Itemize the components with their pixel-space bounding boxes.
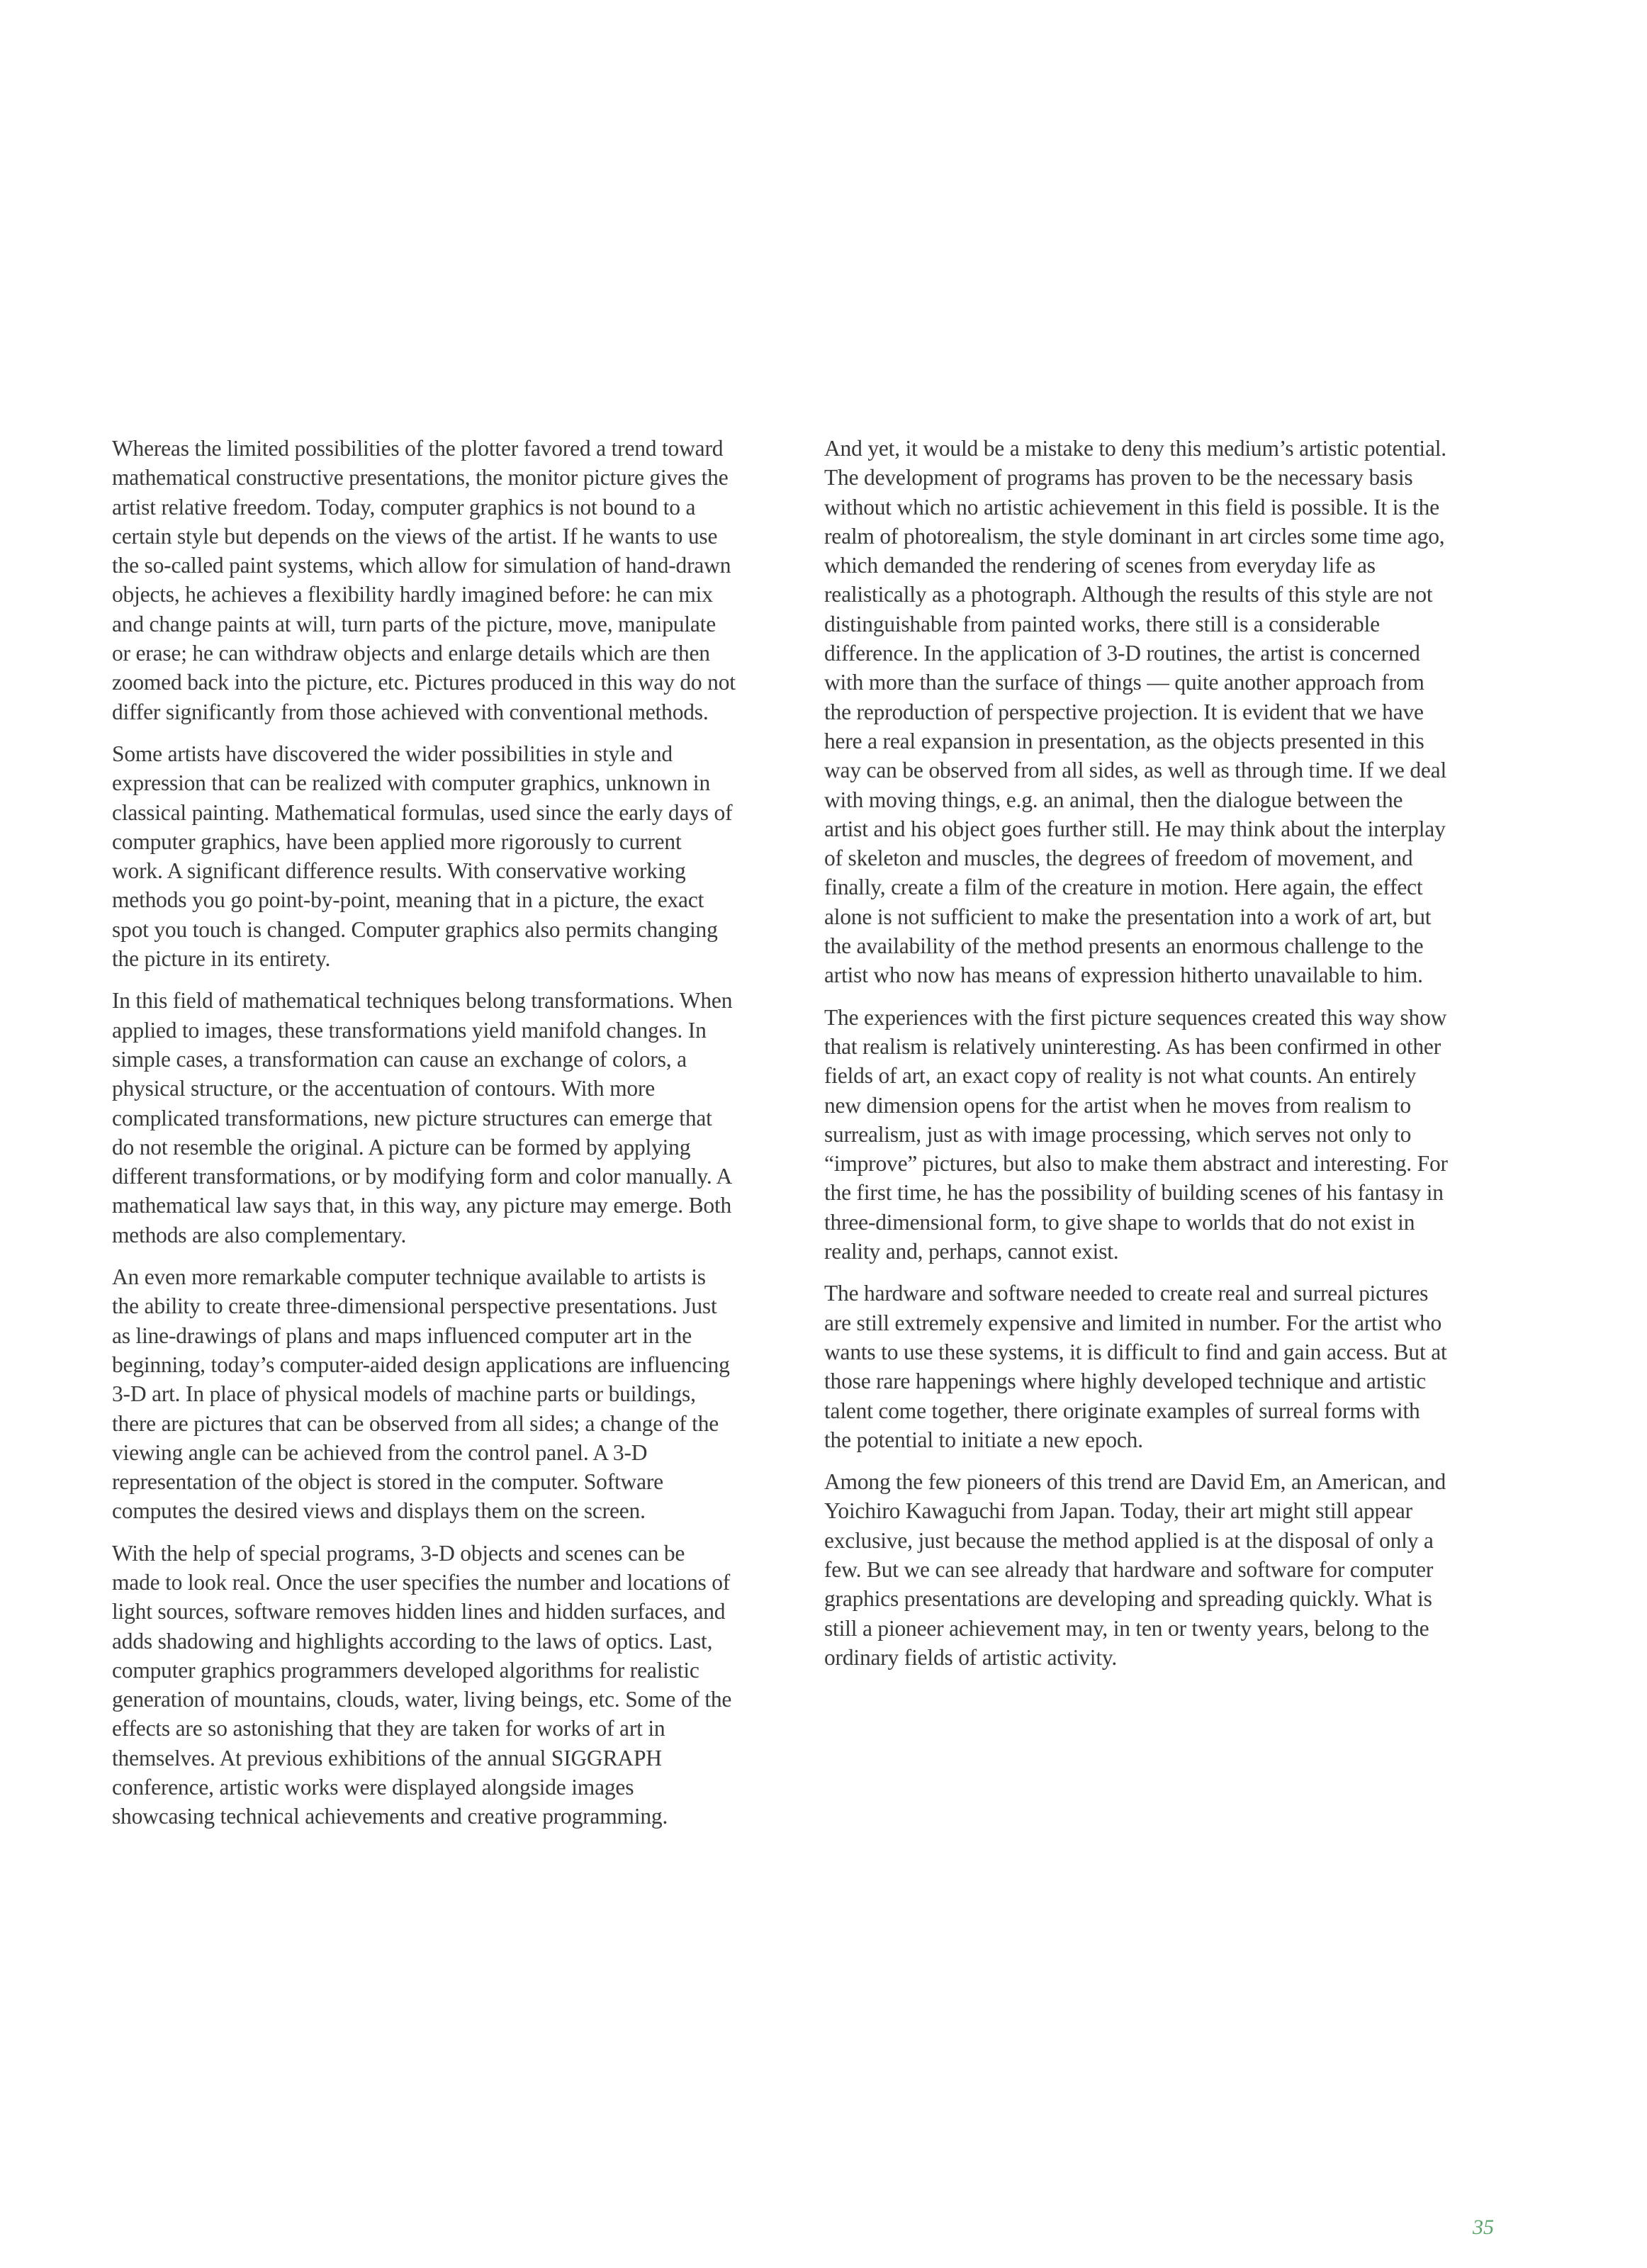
paragraph: Some artists have discovered the wider possibilities in style and expression that can be realized with computer graphics, unknown in classical painting. Mathematical formulas, used since the early days of computer graphics, have been applied more rigorously to current work. A significant difference results. With conservative working methods you go point-by-point, meaning that in a picture, the exact spot you touch is changed. Computer graphics also permits changing the picture in its entirety. [112,741,733,972]
right-column [824,434,1448,1685]
left-column [112,434,736,1844]
paragraph: In this field of mathematical techniques belong transformations. When applied to images, these transformations yield manifold changes. In simple cases, a transformation can cause an exchange of colors, a physical structure, or the accentuation of contours. With more complicated transformations, new picture structures can emerge that do not resemble the original. A picture can be formed by applying different transformations, or by modifying form and color manually. A mathematical law says that, in this way, any picture may emerge. Both methods are also complementary. [112,988,733,1247]
page-number: 35 [1473,2216,1494,2239]
paragraph: The experiences with the first picture sequences created this way show that realism is relatively uninteresting. As has been confirmed in other fields of art, an exact copy of reality is not what counts. An entirely new dimension opens for the artist when he moves from realism to surrealism, just as with image processing, which serves not only to “improve” pictures, but also to make them abstract and interesting. For the first time, he has the possibility of building scenes of his fantasy in three-dimensional form, to give shape to worlds that do not exist in reality and, perhaps, cannot exist. [824,1004,1448,1264]
paragraph: And yet, it would be a mistake to deny this medium’s artistic potential. The development of programs has proven to be the necessary basis without which no artistic achievement in this field is possible. It is the realm of photorealism, the style dominant in art circles some time ago, which demanded the rendering of scenes from everyday life as realistically as a photograph. Although the results of this style are not distinguishable from painted works, there still is a considerable difference. In the application of 3-D routines, the artist is concerned with more than the surface of things — quite another approach from the reproduction of perspective projection. It is evident that we have here a real expansion in presentation, as the objects presented in this way can be observed from all sides, as well as through time. If we deal with moving things, e.g. an animal, then the dialogue between the artist and his object goes further still. He may think about the interplay of skeleton and muscles, the degrees of freedom of movement, and finally, create a film of the creature in motion. Here again, the effect alone is not sufficient to make the presentation into a work of art, but the availability of the method presents an enormous challenge to the artist who now has means of expression hitherto unavailable to him. [824,436,1447,988]
paragraph: An even more remarkable computer technique available to artists is the ability to create three-dimensional perspective presentations. Just as line-drawings of plans and maps influenced computer art in the beginning, today’s computer-aided design applications are influencing 3-D art. In place of physical models of machine parts or buildings, there are pictures that can be observed from all sides; a change of the viewing angle can be achieved from the control panel. A 3-D representation of the object is stored in the computer. Software computes the desired views and displays them on the screen. [112,1264,730,1524]
paragraph: Among the few pioneers of this trend are David Em, an American, and Yoichiro Kawaguchi from Japan. Today, their art might still appear exclusive, just because the method applied is at the disposal of only a few. But we can see already that hardware and software for computer graphics presentations are developing and spreading quickly. What is still a pioneer achievement may, in ten or twenty years, belong to the ordinary fields of artistic activity. [824,1469,1446,1670]
paragraph: With the help of special programs, 3-D objects and scenes can be made to look real. Once the user specifies the number and locations of light sources, software removes hidden lines and hidden surfaces, and adds shadowing and highlights according to the laws of optics. Last, computer graphics programmers developed algorithms for realistic generation of mountains, clouds, water, living beings, etc. Some of the effects are so astonishing that they are taken for works of art in themselves. At previous exhibitions of the annual SIGGRAPH conference, artistic works were displayed alongside images showcasing technical achievements and creative programming. [112,1540,732,1829]
paragraph: The hardware and software needed to create real and surreal pictures are still extremely expensive and limited in number. For the artist who wants to use these systems, it is difficult to find and gain access. But at those rare happenings where highly developed technique and artistic talent come together, there originate examples of surreal forms with the potential to initiate a new epoch. [824,1281,1447,1452]
paragraph: Whereas the limited possibilities of the plotter favored a trend toward mathematical constructive presentations, the monitor picture gives the artist relative freedom. Today, computer graphics is not bound to a certain style but depends on the views of the artist. If he wants to use the so-called paint systems, which allow for simulation of hand-drawn objects, he achieves a flexibility hardly imagined before: he can mix and change paints at will, turn parts of the picture, move, manipulate or erase; he can withdraw objects and enlarge details which are then zoomed back into the picture, etc. Pictures produced in this way do not differ significantly from those achieved with conventional methods. [112,436,736,724]
